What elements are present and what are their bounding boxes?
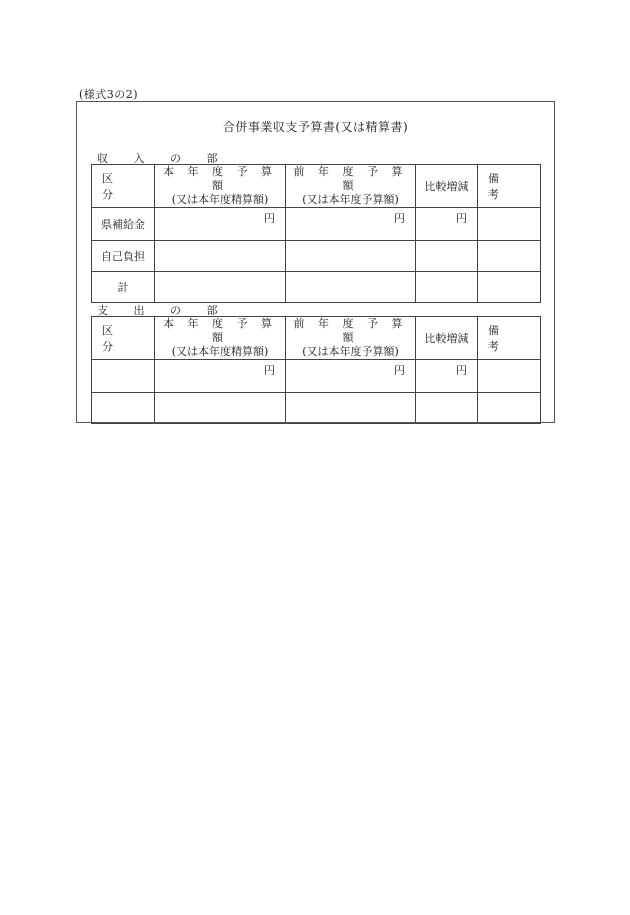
header-this-year-line2: (又は本年度精算額) — [171, 345, 269, 358]
header-this-year — [155, 165, 286, 208]
header-prev-year — [286, 165, 416, 208]
header-this-year-line1: 本 年 度 予 算 額 — [163, 165, 277, 192]
prev-year-cell[interactable]: 円 — [286, 208, 416, 241]
row-item-label[interactable] — [92, 360, 155, 393]
table-row — [92, 393, 541, 424]
diff-cell[interactable]: 円 — [416, 360, 478, 393]
this-year-cell[interactable]: 円 — [155, 208, 286, 241]
this-year-cell[interactable]: 円 — [155, 360, 286, 393]
diff-cell[interactable] — [416, 272, 478, 303]
header-this-year — [155, 317, 286, 360]
notes-cell[interactable] — [478, 241, 541, 272]
header-notes: 備 考 — [478, 317, 541, 360]
this-year-cell[interactable] — [155, 272, 286, 303]
notes-cell[interactable] — [478, 360, 541, 393]
expense-section-label: 支 出 の 部 — [97, 304, 229, 317]
table-row — [92, 272, 541, 303]
table-row — [92, 208, 541, 241]
prev-year-cell[interactable] — [286, 272, 416, 303]
income-header-row — [92, 165, 541, 208]
diff-cell[interactable]: 円 — [416, 208, 478, 241]
row-item-label: 計 — [92, 272, 155, 303]
header-diff: 比較増減 — [416, 317, 478, 360]
header-notes: 備 考 — [478, 165, 541, 208]
header-kubun: 区 分 — [92, 317, 155, 360]
notes-cell[interactable] — [478, 393, 541, 424]
header-prev-year-line2: (又は本年度予算額) — [302, 193, 399, 206]
row-item-label[interactable] — [92, 393, 155, 424]
table-row — [92, 241, 541, 272]
prev-year-cell[interactable] — [286, 393, 416, 424]
header-prev-year-line1: 前 年 度 予 算 額 — [293, 317, 408, 344]
row-item-label: 県補給金 — [92, 208, 155, 241]
header-diff: 比較増減 — [416, 165, 478, 208]
row-item-label: 自己負担 — [92, 241, 155, 272]
header-prev-year-line2: (又は本年度予算額) — [302, 345, 399, 358]
income-table — [91, 164, 541, 303]
income-section-label: 収 入 の 部 — [97, 152, 229, 165]
diff-cell[interactable] — [416, 393, 478, 424]
prev-year-cell[interactable] — [286, 241, 416, 272]
document-title: 合併事業収支予算書(又は精算書) — [222, 120, 409, 134]
diff-cell[interactable] — [416, 241, 478, 272]
this-year-cell[interactable] — [155, 241, 286, 272]
header-prev-year-line1: 前 年 度 予 算 額 — [293, 165, 408, 192]
header-this-year-line1: 本 年 度 予 算 額 — [163, 317, 277, 344]
notes-cell[interactable] — [478, 272, 541, 303]
header-kubun: 区 分 — [92, 165, 155, 208]
header-prev-year — [286, 317, 416, 360]
form-label: (様式3の2) — [79, 88, 139, 101]
this-year-cell[interactable] — [155, 393, 286, 424]
notes-cell[interactable] — [478, 208, 541, 241]
expense-header-row — [92, 317, 541, 360]
header-this-year-line2: (又は本年度精算額) — [171, 193, 269, 206]
expense-table — [91, 316, 541, 424]
prev-year-cell[interactable]: 円 — [286, 360, 416, 393]
table-row — [92, 360, 541, 393]
